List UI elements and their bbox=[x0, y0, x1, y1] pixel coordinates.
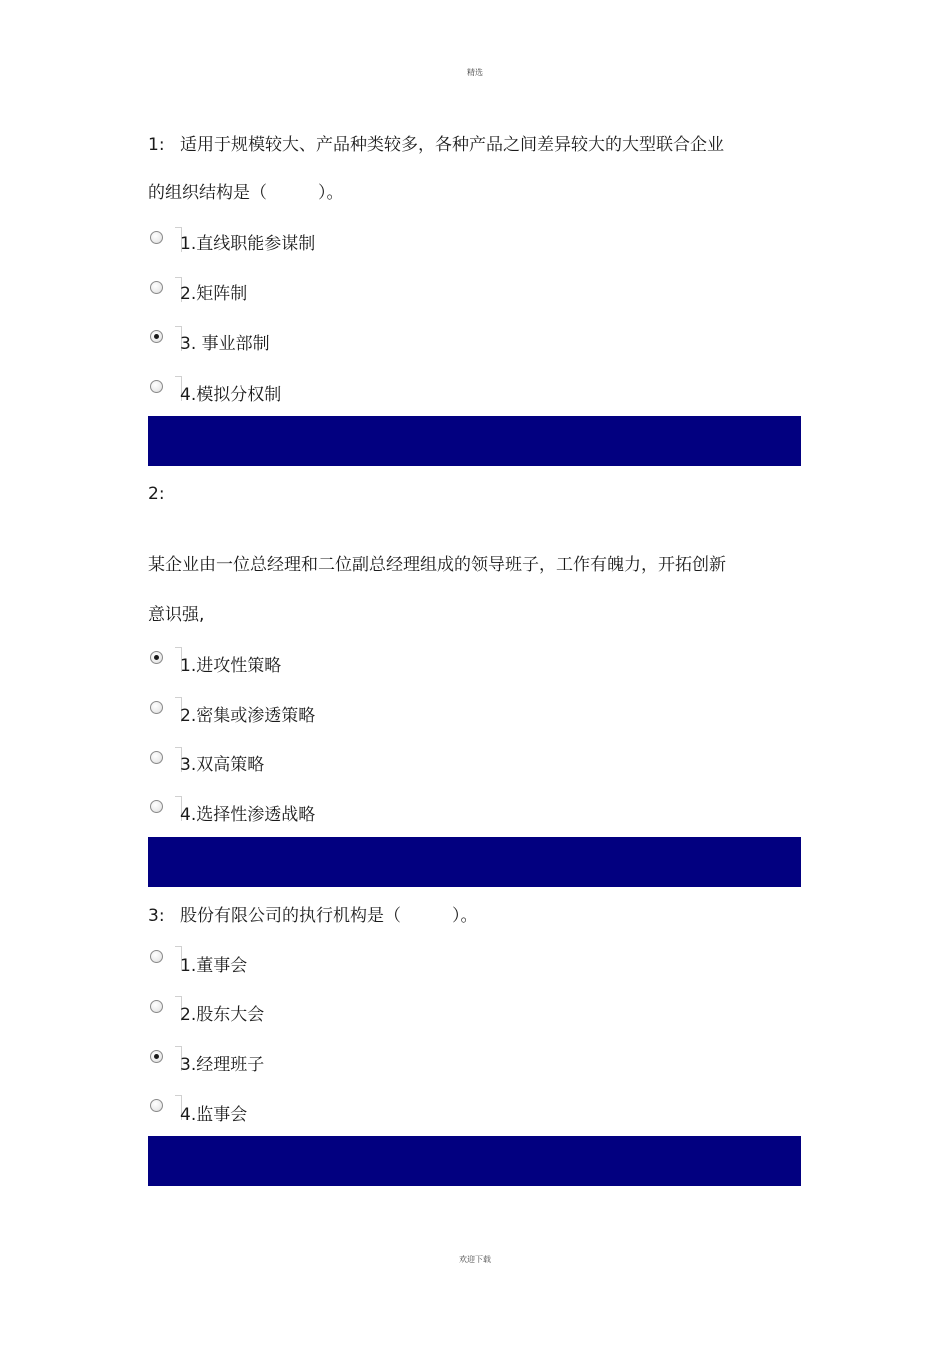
question-3-text-1: 股份有限公司的执行机构是（ ）。 bbox=[180, 906, 478, 926]
question-3-option-4-label[interactable]: 4.监事会 bbox=[180, 1105, 248, 1125]
question-2-option-1-label[interactable]: 1.进攻性策略 bbox=[180, 656, 282, 676]
question-2-option-4-radio[interactable] bbox=[150, 800, 163, 813]
question-1-option-2-radio[interactable] bbox=[150, 281, 163, 294]
question-2-text-2: 意识强, bbox=[148, 605, 205, 625]
question-1-text-2: 的组织结构是（ ）。 bbox=[148, 183, 344, 203]
question-1-text-1: 适用于规模较大、产品种类较多，各种产品之间差异较大的大型联合企业 bbox=[180, 135, 724, 155]
question-3-option-1-radio[interactable] bbox=[150, 950, 163, 963]
question-1-line-1 bbox=[148, 135, 724, 155]
question-3-option-4-radio[interactable] bbox=[150, 1099, 163, 1112]
question-3-number: 3: bbox=[148, 906, 165, 926]
question-3-option-2-label[interactable]: 2.股东大会 bbox=[180, 1005, 265, 1025]
page-footer: 欢迎下载 bbox=[459, 1255, 491, 1264]
question-1-option-1-label[interactable]: 1.直线职能参谋制 bbox=[180, 234, 316, 254]
question-1-option-3-label[interactable]: 3. 事业部制 bbox=[180, 334, 270, 354]
question-1-number: 1: bbox=[148, 135, 165, 155]
question-2-option-1-radio[interactable] bbox=[150, 651, 163, 664]
question-1-option-4-label[interactable]: 4.模拟分权制 bbox=[180, 385, 282, 405]
question-3-option-3-label[interactable]: 3.经理班子 bbox=[180, 1055, 265, 1075]
question-3-option-3-radio[interactable] bbox=[150, 1050, 163, 1063]
question-1-option-2-label[interactable]: 2.矩阵制 bbox=[180, 284, 248, 304]
question-1-option-3-radio[interactable] bbox=[150, 330, 163, 343]
question-2-option-2-radio[interactable] bbox=[150, 701, 163, 714]
question-2-number: 2: bbox=[148, 484, 165, 504]
question-2-answer-bar bbox=[148, 837, 801, 887]
question-2-option-2-label[interactable]: 2.密集或渗透策略 bbox=[180, 706, 316, 726]
question-2-option-3-radio[interactable] bbox=[150, 751, 163, 764]
question-3-option-1-label[interactable]: 1.董事会 bbox=[180, 956, 248, 976]
question-3-answer-bar bbox=[148, 1136, 801, 1186]
page-header: 精选 bbox=[467, 68, 483, 77]
question-2-option-3-label[interactable]: 3.双高策略 bbox=[180, 755, 265, 775]
question-1-option-4-radio[interactable] bbox=[150, 380, 163, 393]
question-2-option-4-label[interactable]: 4.选择性渗透战略 bbox=[180, 805, 316, 825]
question-3-option-2-radio[interactable] bbox=[150, 1000, 163, 1013]
question-2-text-1: 某企业由一位总经理和二位副总经理组成的领导班子，工作有魄力，开拓创新 bbox=[148, 555, 726, 575]
question-1-option-1-radio[interactable] bbox=[150, 231, 163, 244]
question-3-line-1 bbox=[148, 906, 478, 926]
question-1-answer-bar bbox=[148, 416, 801, 466]
